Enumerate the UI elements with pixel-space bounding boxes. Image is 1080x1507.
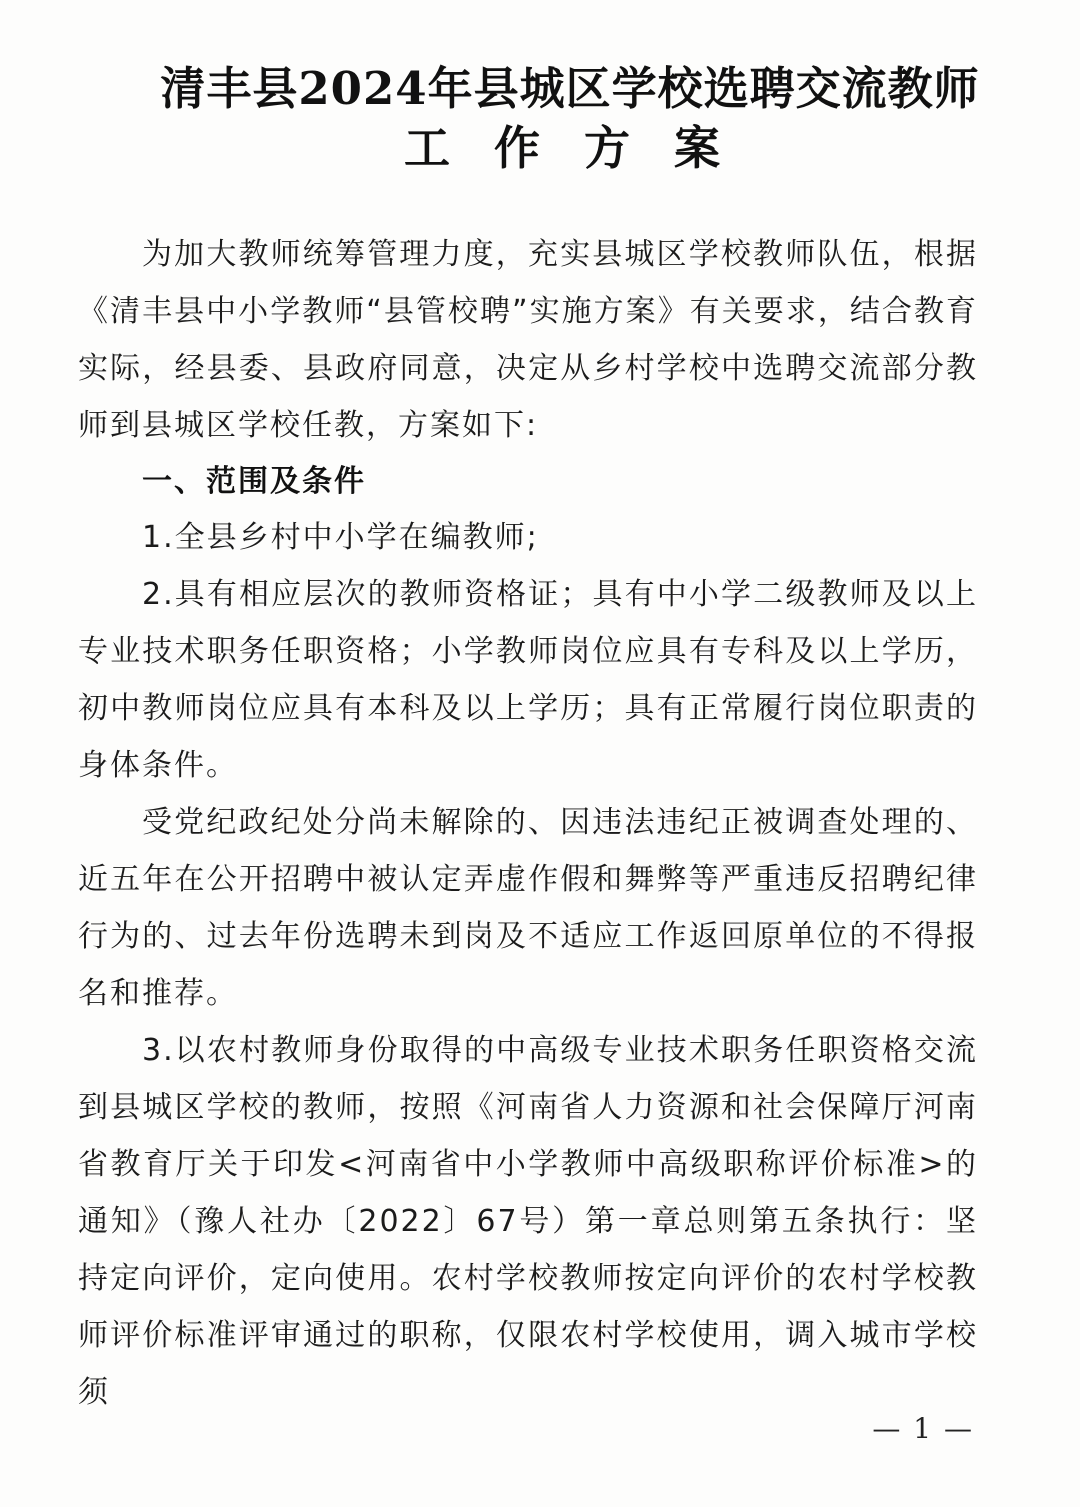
- exclusion-paragraph: 受党纪政纪处分尚未解除的、因违法违纪正被调查处理的、近五年在公开招聘中被认定弄虚作假和舞弊等严重违反招聘纪律行为的、过去年份选聘未到岗及不适应工作返回原单位的不得报名和推荐。: [78, 805, 978, 1011]
- condition-item-3: 3.以农村教师身份取得的中高级专业技术职务任职资格交流到县城区学校的教师，按照《河南省人力资源和社会保障厅河南省教育厅关于印发<河南省中小学教师中高级职称评价标准>的通知》（豫人社办〔2022〕67号）第一章总则第五条执行：坚持定向评价，定向使用。农村学校教师按定向评价的农村学校教师评价标准评审通过的职称，仅限农村学校使用，调入城市学校须: [78, 1033, 978, 1410]
- condition-item-1: 1.全县乡村中小学在编教师;: [142, 520, 539, 555]
- condition-item-2: 2.具有相应层次的教师资格证；具有中小学二级教师及以上专业技术职务任职资格；小学教师岗位应具有专科及以上学历，初中教师岗位应具有本科及以上学历；具有正常履行岗位职责的身体条件。: [78, 577, 978, 783]
- document-title-line2: 工作方案: [404, 121, 764, 175]
- section1-heading: 一、范围及条件: [142, 464, 366, 499]
- page-number: — 1 —: [872, 1412, 974, 1445]
- intro-paragraph: 为加大教师统筹管理力度，充实县城区学校教师队伍，根据《清丰县中小学教师“县管校聘”实施方案》有关要求，结合教育实际，经县委、县政府同意，决定从乡村学校中选聘交流部分教师到县城区学校任教，方案如下:: [78, 237, 978, 443]
- document-title-line1: 清丰县2024年县城区学校选聘交流教师: [160, 62, 980, 115]
